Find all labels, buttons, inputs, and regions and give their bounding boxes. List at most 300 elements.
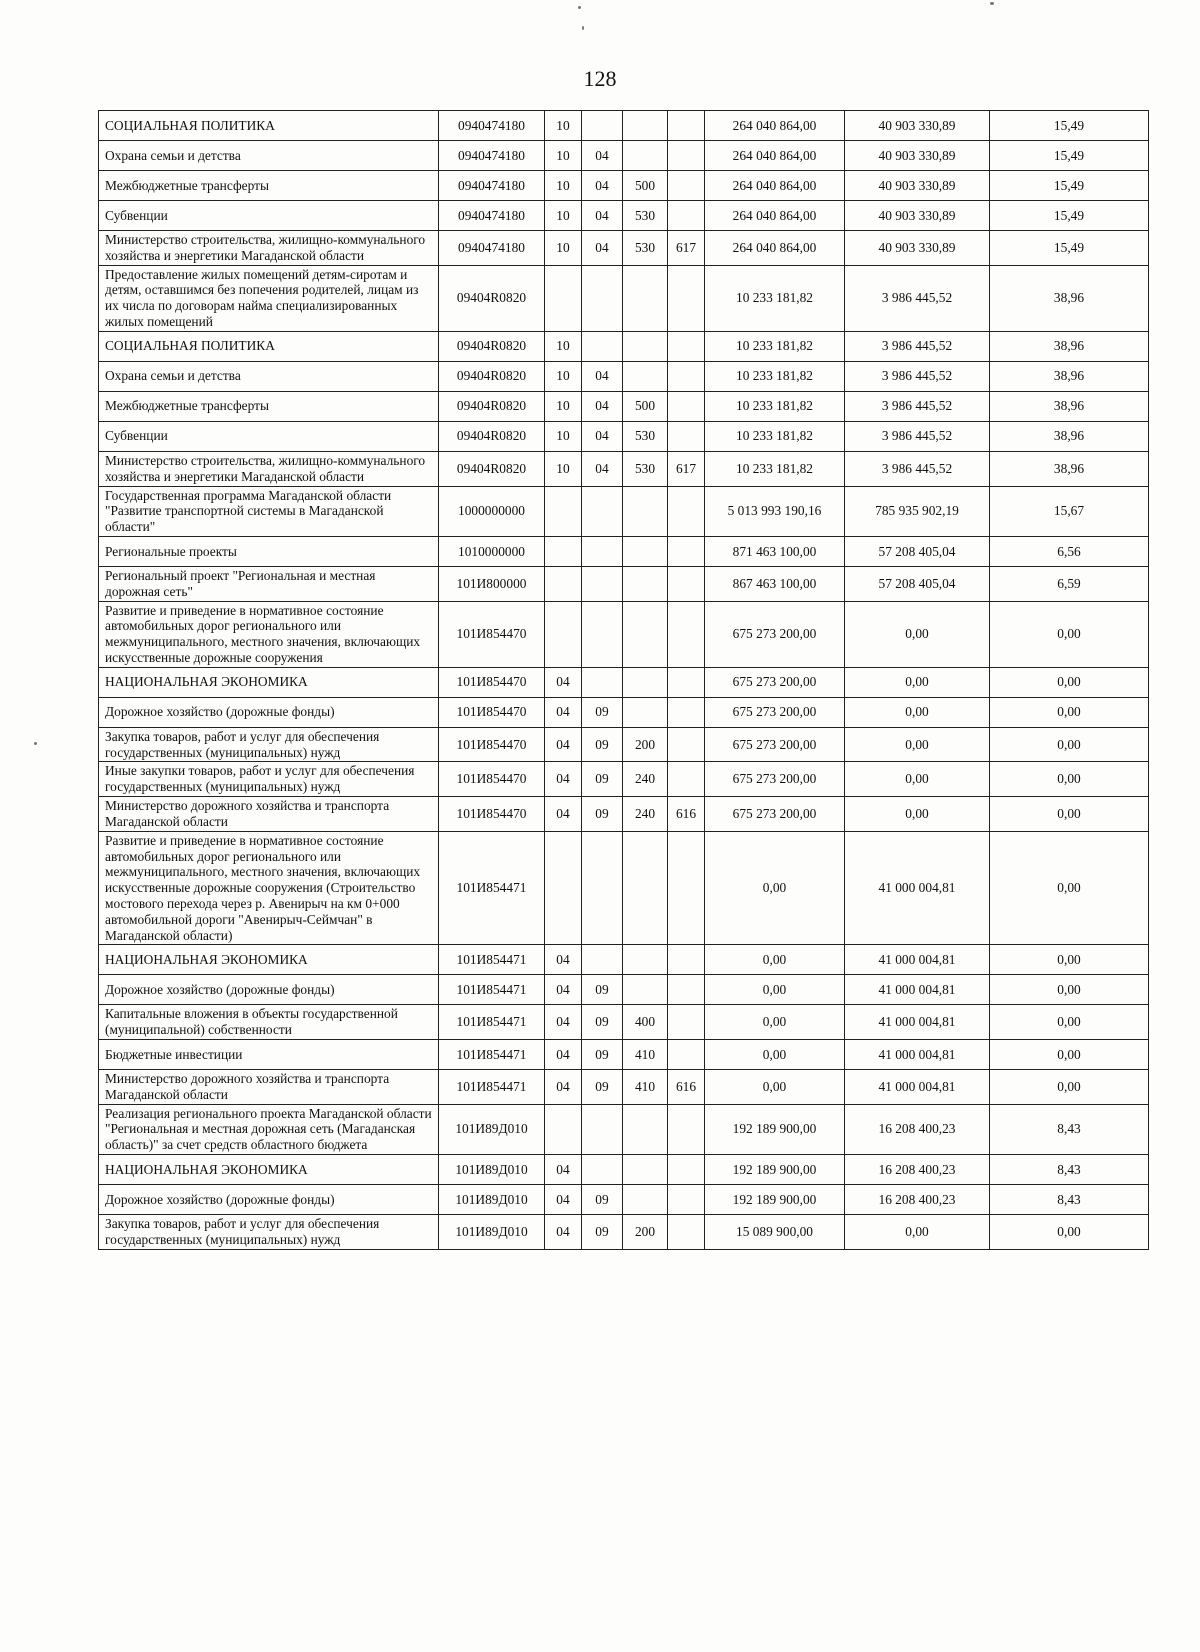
cell-section: 04 — [545, 667, 582, 697]
cell-target-article: 101И854470 — [439, 601, 545, 667]
cell-percent: 38,96 — [990, 265, 1149, 331]
table-row — [99, 1040, 1149, 1070]
cell-plan: 10 233 181,82 — [705, 265, 845, 331]
table-row — [99, 1104, 1149, 1154]
cell-plan: 675 273 200,00 — [705, 762, 845, 797]
cell-plan: 0,00 — [705, 831, 845, 945]
cell-subsection — [582, 945, 623, 975]
cell-name: Региональный проект "Региональная и местная дорожная сеть" — [99, 566, 439, 601]
cell-target-article: 101И854471 — [439, 831, 545, 945]
cell-expense-type — [623, 831, 668, 945]
cell-section: 04 — [545, 1155, 582, 1185]
cell-name: Развитие и приведение в нормативное состояние автомобильных дорог регионального или межмуниципального, местного значения, включающих искусственные дорожные сооружения (Строительство мостового перехода через р. Авенирыч на км 0+000 автомобильной дороги "Авенирыч-Сеймчан" в Магаданской области) — [99, 831, 439, 945]
table-row — [99, 975, 1149, 1005]
cell-percent: 0,00 — [990, 601, 1149, 667]
cell-plan: 192 189 900,00 — [705, 1155, 845, 1185]
cell-plan: 15 089 900,00 — [705, 1215, 845, 1250]
cell-percent: 38,96 — [990, 391, 1149, 421]
cell-section: 10 — [545, 361, 582, 391]
cell-plan: 10 233 181,82 — [705, 331, 845, 361]
cell-plan: 10 233 181,82 — [705, 361, 845, 391]
cell-administrator — [668, 697, 705, 727]
cell-subsection — [582, 331, 623, 361]
cell-percent: 0,00 — [990, 1215, 1149, 1250]
cell-percent: 38,96 — [990, 361, 1149, 391]
cell-actual: 0,00 — [845, 1215, 990, 1250]
cell-expense-type: 500 — [623, 391, 668, 421]
cell-administrator — [668, 566, 705, 601]
cell-percent: 0,00 — [990, 1040, 1149, 1070]
cell-actual: 0,00 — [845, 697, 990, 727]
cell-plan: 10 233 181,82 — [705, 391, 845, 421]
cell-target-article: 101И89Д010 — [439, 1104, 545, 1154]
cell-target-article: 0940474180 — [439, 141, 545, 171]
cell-administrator — [668, 667, 705, 697]
cell-name: Развитие и приведение в нормативное состояние автомобильных дорог регионального или межмуниципального, местного значения, включающих искусственные дорожные сооружения — [99, 601, 439, 667]
cell-expense-type — [623, 601, 668, 667]
cell-administrator: 617 — [668, 451, 705, 486]
cell-section: 10 — [545, 231, 582, 266]
cell-administrator — [668, 1005, 705, 1040]
cell-expense-type: 240 — [623, 762, 668, 797]
cell-subsection: 04 — [582, 361, 623, 391]
cell-actual: 40 903 330,89 — [845, 231, 990, 266]
cell-actual: 57 208 405,04 — [845, 536, 990, 566]
cell-percent: 0,00 — [990, 667, 1149, 697]
cell-percent: 0,00 — [990, 797, 1149, 832]
cell-administrator — [668, 1040, 705, 1070]
cell-administrator — [668, 831, 705, 945]
cell-subsection: 04 — [582, 171, 623, 201]
cell-target-article: 101И854470 — [439, 762, 545, 797]
cell-percent: 0,00 — [990, 762, 1149, 797]
cell-plan: 675 273 200,00 — [705, 727, 845, 762]
cell-subsection: 09 — [582, 697, 623, 727]
cell-expense-type — [623, 141, 668, 171]
cell-section: 04 — [545, 727, 582, 762]
cell-section: 04 — [545, 1005, 582, 1040]
cell-subsection: 09 — [582, 1070, 623, 1105]
cell-expense-type — [623, 667, 668, 697]
cell-expense-type: 410 — [623, 1040, 668, 1070]
cell-administrator — [668, 111, 705, 141]
cell-section: 10 — [545, 331, 582, 361]
cell-section: 10 — [545, 421, 582, 451]
cell-name: Субвенции — [99, 201, 439, 231]
cell-expense-type — [623, 111, 668, 141]
cell-subsection — [582, 1104, 623, 1154]
cell-actual: 41 000 004,81 — [845, 1070, 990, 1105]
cell-target-article: 101И854470 — [439, 697, 545, 727]
cell-percent: 38,96 — [990, 421, 1149, 451]
cell-administrator — [668, 727, 705, 762]
cell-expense-type: 500 — [623, 171, 668, 201]
cell-plan: 675 273 200,00 — [705, 667, 845, 697]
cell-actual: 16 208 400,23 — [845, 1185, 990, 1215]
cell-plan: 0,00 — [705, 1040, 845, 1070]
scan-speck — [990, 2, 994, 5]
cell-administrator — [668, 1215, 705, 1250]
cell-expense-type — [623, 1155, 668, 1185]
cell-section — [545, 601, 582, 667]
cell-expense-type: 200 — [623, 727, 668, 762]
page-number: 128 — [583, 66, 617, 91]
cell-name: Министерство дорожного хозяйства и транспорта Магаданской области — [99, 797, 439, 832]
cell-actual: 40 903 330,89 — [845, 201, 990, 231]
cell-target-article: 101И854471 — [439, 1040, 545, 1070]
cell-section: 04 — [545, 797, 582, 832]
cell-actual: 16 208 400,23 — [845, 1155, 990, 1185]
cell-section: 04 — [545, 1070, 582, 1105]
cell-plan: 10 233 181,82 — [705, 451, 845, 486]
cell-name: СОЦИАЛЬНАЯ ПОЛИТИКА — [99, 331, 439, 361]
cell-name: Межбюджетные трансферты — [99, 391, 439, 421]
cell-actual: 3 986 445,52 — [845, 361, 990, 391]
cell-administrator — [668, 265, 705, 331]
cell-name: Дорожное хозяйство (дорожные фонды) — [99, 697, 439, 727]
cell-section: 10 — [545, 201, 582, 231]
cell-actual: 785 935 902,19 — [845, 486, 990, 536]
table-row — [99, 141, 1149, 171]
cell-plan: 10 233 181,82 — [705, 421, 845, 451]
table-row — [99, 361, 1149, 391]
cell-target-article: 0940474180 — [439, 201, 545, 231]
cell-name: Охрана семьи и детства — [99, 361, 439, 391]
cell-target-article: 1000000000 — [439, 486, 545, 536]
cell-actual: 0,00 — [845, 797, 990, 832]
cell-section — [545, 566, 582, 601]
cell-target-article: 101И89Д010 — [439, 1185, 545, 1215]
cell-actual: 41 000 004,81 — [845, 975, 990, 1005]
cell-target-article: 101И854471 — [439, 945, 545, 975]
cell-name: Межбюджетные трансферты — [99, 171, 439, 201]
cell-name: Капитальные вложения в объекты государственной (муниципальной) собственности — [99, 1005, 439, 1040]
cell-administrator — [668, 361, 705, 391]
cell-actual: 41 000 004,81 — [845, 1005, 990, 1040]
table-row — [99, 171, 1149, 201]
cell-administrator: 617 — [668, 231, 705, 266]
cell-percent: 0,00 — [990, 945, 1149, 975]
cell-name: Закупка товаров, работ и услуг для обеспечения государственных (муниципальных) нужд — [99, 727, 439, 762]
cell-name: Государственная программа Магаданской области "Развитие транспортной системы в Магаданской области" — [99, 486, 439, 536]
cell-actual: 40 903 330,89 — [845, 111, 990, 141]
cell-actual: 16 208 400,23 — [845, 1104, 990, 1154]
cell-name: Министерство дорожного хозяйства и транспорта Магаданской области — [99, 1070, 439, 1105]
cell-plan: 264 040 864,00 — [705, 141, 845, 171]
cell-target-article: 09404R0820 — [439, 391, 545, 421]
cell-percent: 0,00 — [990, 697, 1149, 727]
cell-subsection — [582, 566, 623, 601]
cell-name: НАЦИОНАЛЬНАЯ ЭКОНОМИКА — [99, 945, 439, 975]
table-row — [99, 451, 1149, 486]
cell-expense-type: 530 — [623, 231, 668, 266]
cell-administrator — [668, 601, 705, 667]
cell-plan: 264 040 864,00 — [705, 201, 845, 231]
table-row — [99, 1185, 1149, 1215]
cell-actual: 3 986 445,52 — [845, 265, 990, 331]
cell-actual: 40 903 330,89 — [845, 141, 990, 171]
cell-percent: 0,00 — [990, 1005, 1149, 1040]
cell-name: Закупка товаров, работ и услуг для обеспечения государственных (муниципальных) нужд — [99, 1215, 439, 1250]
cell-percent: 6,56 — [990, 536, 1149, 566]
cell-actual: 0,00 — [845, 727, 990, 762]
cell-administrator — [668, 945, 705, 975]
cell-percent: 15,49 — [990, 201, 1149, 231]
cell-target-article: 1010000000 — [439, 536, 545, 566]
cell-actual: 0,00 — [845, 667, 990, 697]
table-row — [99, 797, 1149, 832]
cell-target-article: 101И800000 — [439, 566, 545, 601]
cell-name: Предоставление жилых помещений детям-сиротам и детям, оставшимся без попечения родителей, лицам из их числа по договорам найма специализированных жилых помещений — [99, 265, 439, 331]
cell-section: 04 — [545, 1040, 582, 1070]
cell-expense-type: 200 — [623, 1215, 668, 1250]
cell-administrator — [668, 536, 705, 566]
cell-expense-type: 530 — [623, 451, 668, 486]
cell-plan: 675 273 200,00 — [705, 601, 845, 667]
cell-expense-type — [623, 331, 668, 361]
cell-administrator — [668, 1104, 705, 1154]
cell-section: 04 — [545, 1185, 582, 1215]
cell-subsection — [582, 486, 623, 536]
cell-name: Министерство строительства, жилищно-коммунального хозяйства и энергетики Магаданской области — [99, 451, 439, 486]
table-row — [99, 1005, 1149, 1040]
cell-expense-type — [623, 265, 668, 331]
cell-subsection: 09 — [582, 797, 623, 832]
cell-administrator — [668, 421, 705, 451]
cell-actual: 3 986 445,52 — [845, 451, 990, 486]
cell-percent: 0,00 — [990, 975, 1149, 1005]
cell-subsection — [582, 536, 623, 566]
cell-administrator — [668, 762, 705, 797]
cell-plan: 192 189 900,00 — [705, 1185, 845, 1215]
cell-percent: 15,67 — [990, 486, 1149, 536]
cell-actual: 41 000 004,81 — [845, 831, 990, 945]
cell-actual: 3 986 445,52 — [845, 391, 990, 421]
cell-expense-type — [623, 361, 668, 391]
cell-percent: 38,96 — [990, 451, 1149, 486]
cell-section: 04 — [545, 762, 582, 797]
table-row — [99, 536, 1149, 566]
cell-target-article: 101И854470 — [439, 667, 545, 697]
cell-plan: 0,00 — [705, 975, 845, 1005]
cell-subsection: 09 — [582, 762, 623, 797]
cell-expense-type — [623, 697, 668, 727]
cell-name: НАЦИОНАЛЬНАЯ ЭКОНОМИКА — [99, 1155, 439, 1185]
cell-name: Региональные проекты — [99, 536, 439, 566]
cell-subsection: 09 — [582, 1215, 623, 1250]
table-row — [99, 945, 1149, 975]
cell-actual: 57 208 405,04 — [845, 566, 990, 601]
cell-administrator: 616 — [668, 797, 705, 832]
cell-target-article: 101И89Д010 — [439, 1155, 545, 1185]
cell-target-article: 09404R0820 — [439, 421, 545, 451]
cell-name: СОЦИАЛЬНАЯ ПОЛИТИКА — [99, 111, 439, 141]
cell-percent: 0,00 — [990, 831, 1149, 945]
cell-percent: 15,49 — [990, 171, 1149, 201]
cell-section: 10 — [545, 141, 582, 171]
cell-expense-type: 530 — [623, 421, 668, 451]
cell-percent: 8,43 — [990, 1155, 1149, 1185]
table-row — [99, 727, 1149, 762]
cell-subsection: 09 — [582, 975, 623, 1005]
scan-speck — [578, 6, 581, 9]
scan-speck — [582, 26, 584, 30]
cell-section: 04 — [545, 1215, 582, 1250]
cell-actual: 41 000 004,81 — [845, 945, 990, 975]
cell-administrator — [668, 975, 705, 1005]
cell-expense-type — [623, 975, 668, 1005]
cell-percent: 8,43 — [990, 1104, 1149, 1154]
cell-percent: 38,96 — [990, 331, 1149, 361]
cell-expense-type: 530 — [623, 201, 668, 231]
cell-subsection: 04 — [582, 451, 623, 486]
cell-plan: 675 273 200,00 — [705, 797, 845, 832]
cell-actual: 41 000 004,81 — [845, 1040, 990, 1070]
cell-actual: 3 986 445,52 — [845, 331, 990, 361]
cell-expense-type: 240 — [623, 797, 668, 832]
cell-subsection: 04 — [582, 231, 623, 266]
cell-section: 10 — [545, 171, 582, 201]
cell-target-article: 101И854471 — [439, 1005, 545, 1040]
cell-subsection: 09 — [582, 727, 623, 762]
table-row — [99, 697, 1149, 727]
table-row — [99, 566, 1149, 601]
table-row — [99, 1070, 1149, 1105]
table-row — [99, 201, 1149, 231]
cell-percent: 15,49 — [990, 111, 1149, 141]
cell-administrator — [668, 171, 705, 201]
cell-actual: 3 986 445,52 — [845, 421, 990, 451]
cell-plan: 0,00 — [705, 1005, 845, 1040]
cell-actual: 0,00 — [845, 601, 990, 667]
cell-administrator — [668, 201, 705, 231]
table-row — [99, 331, 1149, 361]
cell-expense-type: 410 — [623, 1070, 668, 1105]
table-body — [99, 111, 1149, 1250]
cell-administrator — [668, 486, 705, 536]
cell-target-article: 0940474180 — [439, 231, 545, 266]
cell-percent: 6,59 — [990, 566, 1149, 601]
cell-section — [545, 265, 582, 331]
table-row — [99, 265, 1149, 331]
table-row — [99, 486, 1149, 536]
cell-administrator — [668, 1185, 705, 1215]
cell-plan: 675 273 200,00 — [705, 697, 845, 727]
cell-section: 04 — [545, 697, 582, 727]
cell-administrator — [668, 391, 705, 421]
table-row — [99, 421, 1149, 451]
cell-name: Министерство строительства, жилищно-коммунального хозяйства и энергетики Магаданской области — [99, 231, 439, 266]
cell-plan: 0,00 — [705, 1070, 845, 1105]
cell-percent: 0,00 — [990, 1070, 1149, 1105]
cell-target-article: 09404R0820 — [439, 331, 545, 361]
cell-section: 04 — [545, 975, 582, 1005]
scan-speck — [34, 742, 37, 745]
cell-name: Иные закупки товаров, работ и услуг для обеспечения государственных (муниципальных) нужд — [99, 762, 439, 797]
cell-subsection — [582, 601, 623, 667]
cell-target-article: 09404R0820 — [439, 265, 545, 331]
cell-name: Охрана семьи и детства — [99, 141, 439, 171]
cell-section — [545, 486, 582, 536]
cell-percent: 8,43 — [990, 1185, 1149, 1215]
table-row — [99, 111, 1149, 141]
cell-target-article: 101И854470 — [439, 727, 545, 762]
cell-section: 10 — [545, 451, 582, 486]
table-row — [99, 1215, 1149, 1250]
cell-plan: 264 040 864,00 — [705, 111, 845, 141]
cell-plan: 5 013 993 190,16 — [705, 486, 845, 536]
cell-section: 10 — [545, 111, 582, 141]
cell-subsection: 04 — [582, 391, 623, 421]
cell-name: Дорожное хозяйство (дорожные фонды) — [99, 975, 439, 1005]
cell-subsection: 04 — [582, 421, 623, 451]
cell-plan: 192 189 900,00 — [705, 1104, 845, 1154]
cell-target-article: 0940474180 — [439, 111, 545, 141]
cell-subsection — [582, 667, 623, 697]
cell-subsection — [582, 111, 623, 141]
cell-administrator: 616 — [668, 1070, 705, 1105]
cell-section — [545, 831, 582, 945]
table-row — [99, 667, 1149, 697]
cell-section — [545, 536, 582, 566]
cell-plan: 871 463 100,00 — [705, 536, 845, 566]
table-row — [99, 762, 1149, 797]
cell-subsection: 09 — [582, 1185, 623, 1215]
table-row — [99, 231, 1149, 266]
cell-target-article: 101И89Д010 — [439, 1215, 545, 1250]
cell-expense-type — [623, 486, 668, 536]
table-row — [99, 391, 1149, 421]
table-row — [99, 831, 1149, 945]
cell-target-article: 09404R0820 — [439, 451, 545, 486]
cell-name: Субвенции — [99, 421, 439, 451]
cell-subsection: 09 — [582, 1005, 623, 1040]
cell-target-article: 09404R0820 — [439, 361, 545, 391]
cell-actual: 40 903 330,89 — [845, 171, 990, 201]
cell-section: 04 — [545, 945, 582, 975]
cell-subsection — [582, 1155, 623, 1185]
cell-expense-type — [623, 945, 668, 975]
cell-plan: 264 040 864,00 — [705, 231, 845, 266]
cell-administrator — [668, 141, 705, 171]
cell-actual: 0,00 — [845, 762, 990, 797]
cell-name: НАЦИОНАЛЬНАЯ ЭКОНОМИКА — [99, 667, 439, 697]
cell-subsection: 04 — [582, 141, 623, 171]
cell-expense-type — [623, 1104, 668, 1154]
cell-expense-type — [623, 566, 668, 601]
cell-administrator — [668, 331, 705, 361]
cell-subsection: 09 — [582, 1040, 623, 1070]
cell-plan: 867 463 100,00 — [705, 566, 845, 601]
cell-plan: 0,00 — [705, 945, 845, 975]
cell-target-article: 101И854471 — [439, 975, 545, 1005]
cell-target-article: 101И854471 — [439, 1070, 545, 1105]
table-row — [99, 601, 1149, 667]
cell-subsection — [582, 265, 623, 331]
cell-name: Дорожное хозяйство (дорожные фонды) — [99, 1185, 439, 1215]
cell-expense-type: 400 — [623, 1005, 668, 1040]
cell-target-article: 101И854470 — [439, 797, 545, 832]
cell-target-article: 0940474180 — [439, 171, 545, 201]
cell-subsection — [582, 831, 623, 945]
table-row — [99, 1155, 1149, 1185]
cell-section: 10 — [545, 391, 582, 421]
cell-percent: 0,00 — [990, 727, 1149, 762]
cell-plan: 264 040 864,00 — [705, 171, 845, 201]
cell-expense-type — [623, 1185, 668, 1215]
cell-percent: 15,49 — [990, 141, 1149, 171]
cell-section — [545, 1104, 582, 1154]
